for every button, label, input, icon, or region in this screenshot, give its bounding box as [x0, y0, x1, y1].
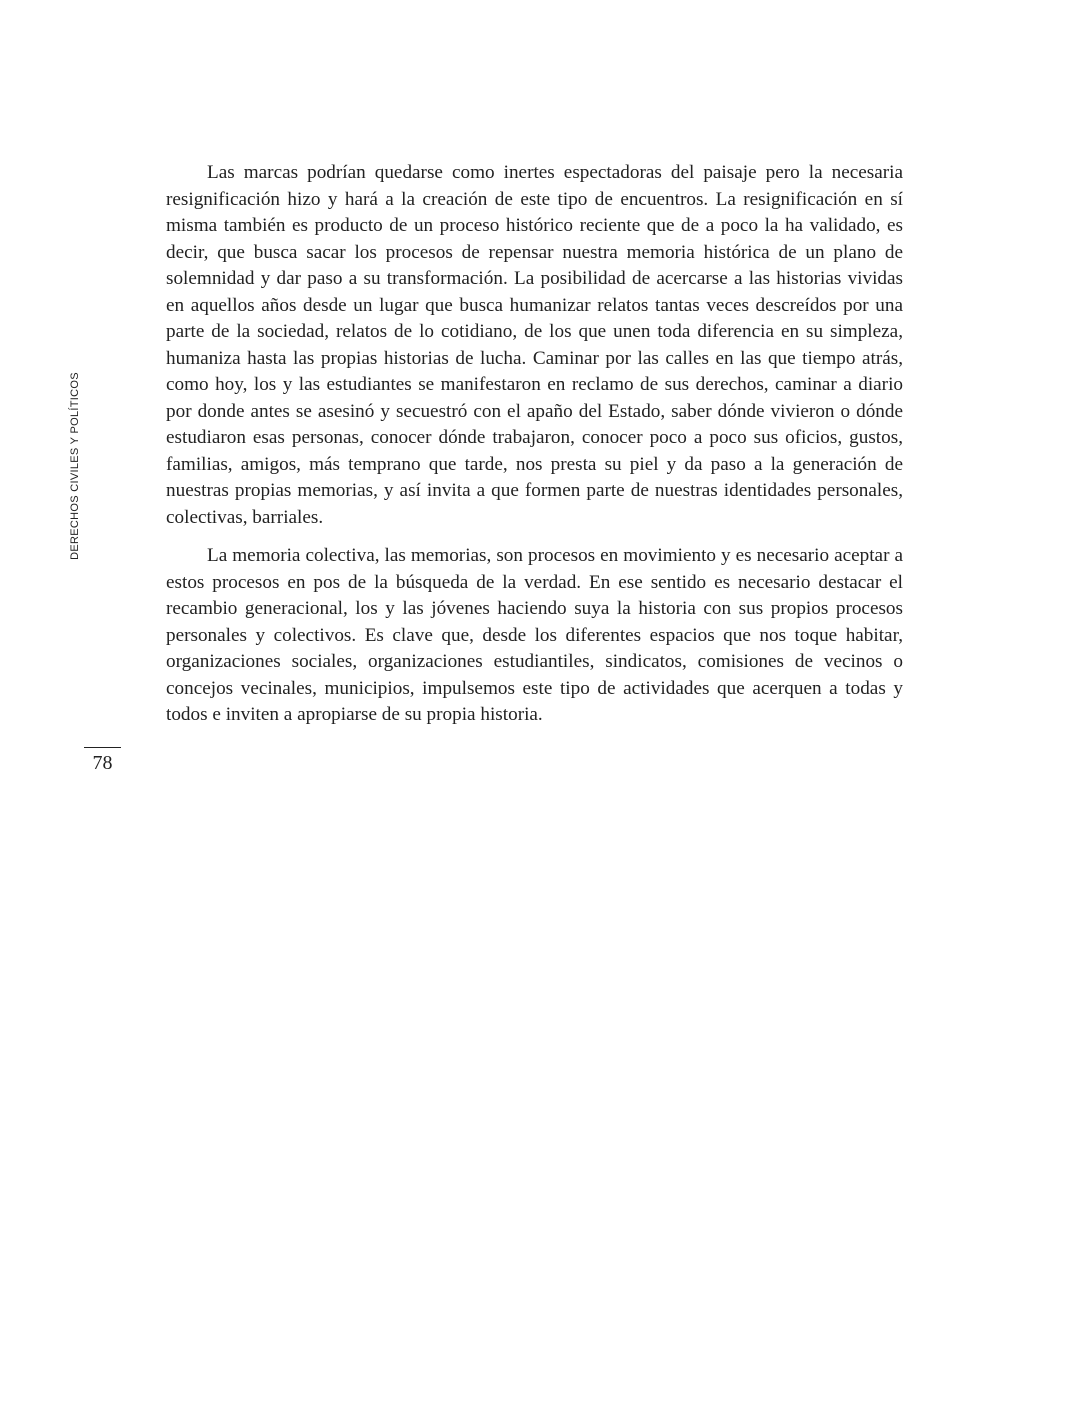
paragraph-2: La memoria colectiva, las memorias, son procesos en movimiento y es necesario aceptar a estos procesos en pos de la búsqueda de la verdad. En ese sentido es necesario destacar el recambio generacional, los y las jóvenes haciendo suya la historia con sus propios procesos personales y colectivos. Es clave que, desde los diferentes espacios que nos toque habitar, organizaciones sociales, organizaciones estudiantiles, sindicatos, comisiones de vecinos o concejos vecinales, municipios, impulsemos este tipo de actividades que acerquen a todas y todos e inviten a apropiarse de su propia historia. — [166, 545, 903, 725]
page-number-rule — [84, 747, 121, 748]
paragraph-1: Las marcas podrían quedarse como inertes espectadoras del paisaje pero la necesaria resignificación hizo y hará a la creación de este tipo de encuentros. La resignificación en sí misma también es producto de un proceso histórico reciente que de a poco la ha validado, es decir, que busca sacar los procesos de repensar nuestra memoria histórica de un plano de solemnidad y dar paso a su transformación. La posibilidad de acercarse a las historias vividas en aquellos años desde un lugar que busca humanizar relatos tantas veces descreídos por una parte de la sociedad, relatos de lo cotidiano, de los que unen toda diferencia en su simpleza, humaniza hasta las propias historias de lucha. Caminar por las calles en las que tiempo atrás, como hoy, los y las estudiantes se manifestaron en reclamo de sus derechos, caminar a diario por donde antes se asesinó y secuestró con el apaño del Estado, saber dónde vivieron o dónde estudiaron esas personas, conocer dónde trabajaron, conocer poco a poco sus oficios, gustos, familias, amigos, más temprano que tarde, nos presta su piel y da paso a la generación de nuestras propias memorias, y así invita a que formen parte de nuestras identidades personales, colectivas, barriales. — [166, 162, 903, 528]
running-head: DERECHOS CIVILES Y POLÍTICOS — [69, 372, 81, 560]
page-number: 78 — [92, 752, 113, 774]
body-text — [166, 160, 903, 729]
